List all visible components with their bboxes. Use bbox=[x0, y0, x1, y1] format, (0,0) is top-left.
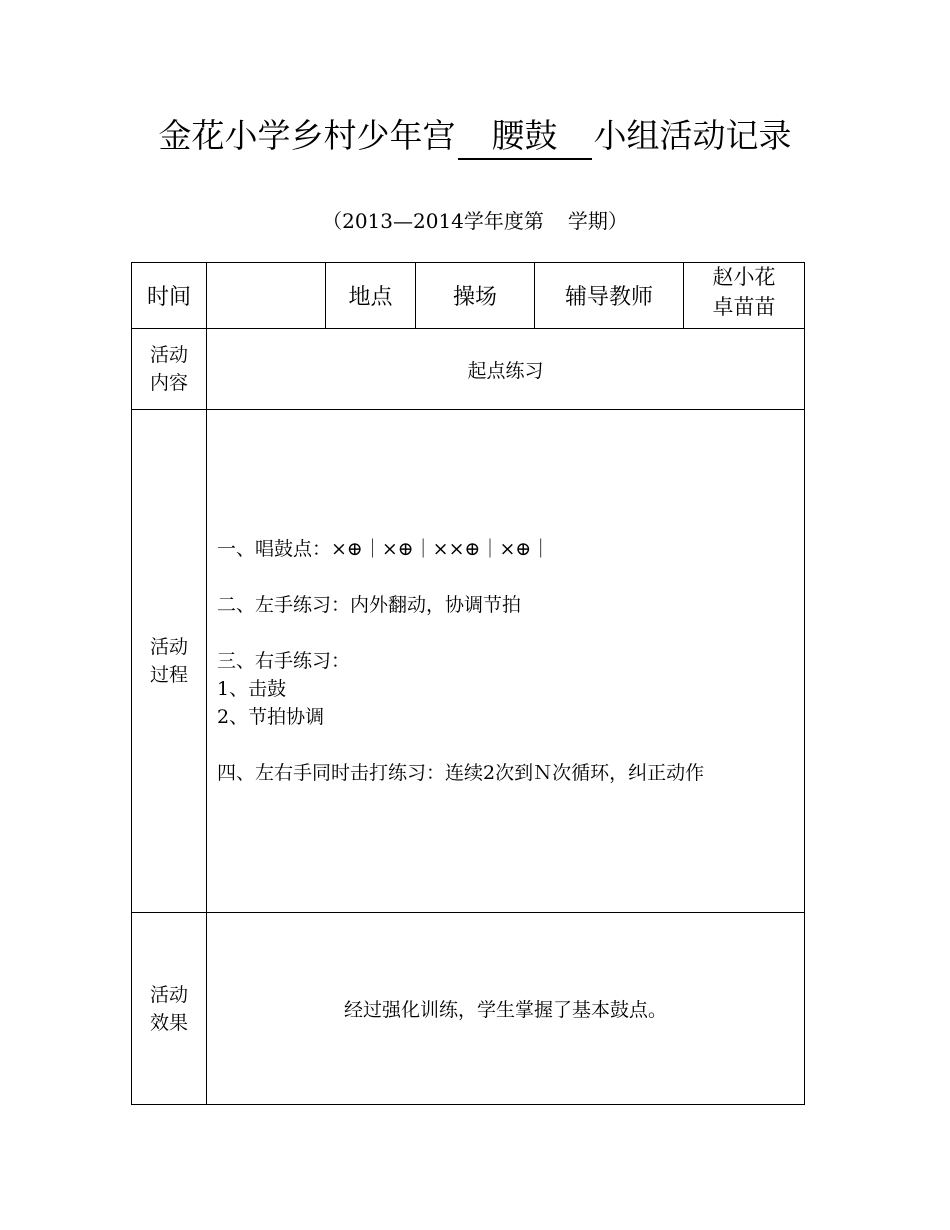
activity-record-table bbox=[131, 262, 805, 1105]
teacher-name-1: 赵小花 bbox=[712, 264, 776, 289]
place-label: 地点 bbox=[326, 263, 416, 329]
title-prefix: 金花小学乡村少年宫 bbox=[158, 116, 456, 155]
subtitle-open: （2013—2014学年度第 bbox=[322, 209, 544, 233]
content-label-line2: 内容 bbox=[149, 372, 188, 394]
process-item-3: 三、右手练习： bbox=[217, 650, 351, 672]
title-group-name: 腰鼓 bbox=[458, 114, 592, 160]
effect-label-line2: 效果 bbox=[149, 1011, 188, 1034]
process-label-line1: 活动 bbox=[149, 636, 188, 658]
time-label: 时间 bbox=[132, 263, 207, 329]
process-row bbox=[132, 410, 805, 913]
effect-label bbox=[132, 913, 207, 1105]
document-title bbox=[0, 112, 950, 160]
place-value: 操场 bbox=[416, 263, 535, 329]
teacher-label: 辅导教师 bbox=[535, 263, 684, 329]
document-subtitle bbox=[0, 204, 950, 238]
content-value: 起点练习 bbox=[207, 329, 805, 410]
process-content bbox=[207, 410, 805, 913]
content-row bbox=[132, 329, 805, 410]
process-item-3-sub-2: 2、节拍协调 bbox=[217, 706, 325, 728]
process-item-1: 一、唱鼓点：×⊕｜×⊕｜××⊕｜×⊕｜ bbox=[217, 538, 551, 560]
info-row bbox=[132, 263, 805, 329]
process-label bbox=[132, 410, 207, 913]
teacher-name-2: 卓苗苗 bbox=[712, 294, 776, 319]
effect-row bbox=[132, 913, 805, 1105]
effect-label-line1: 活动 bbox=[149, 983, 188, 1006]
process-item-4: 四、左右手同时击打练习：连续2次到Ｎ次循环，纠正动作 bbox=[217, 762, 705, 784]
content-label bbox=[132, 329, 207, 410]
content-label-line1: 活动 bbox=[149, 344, 188, 366]
effect-value: 经过强化训练，学生掌握了基本鼓点。 bbox=[207, 913, 805, 1105]
time-value bbox=[207, 263, 326, 329]
process-item-3-sub-1: 1、击鼓 bbox=[217, 678, 287, 700]
process-label-line2: 过程 bbox=[149, 664, 188, 686]
subtitle-close: 学期） bbox=[567, 209, 628, 233]
process-item-2: 二、左手练习：内外翻动，协调节拍 bbox=[217, 594, 522, 616]
teacher-names bbox=[684, 263, 805, 329]
title-suffix: 小组活动记录 bbox=[593, 116, 792, 155]
